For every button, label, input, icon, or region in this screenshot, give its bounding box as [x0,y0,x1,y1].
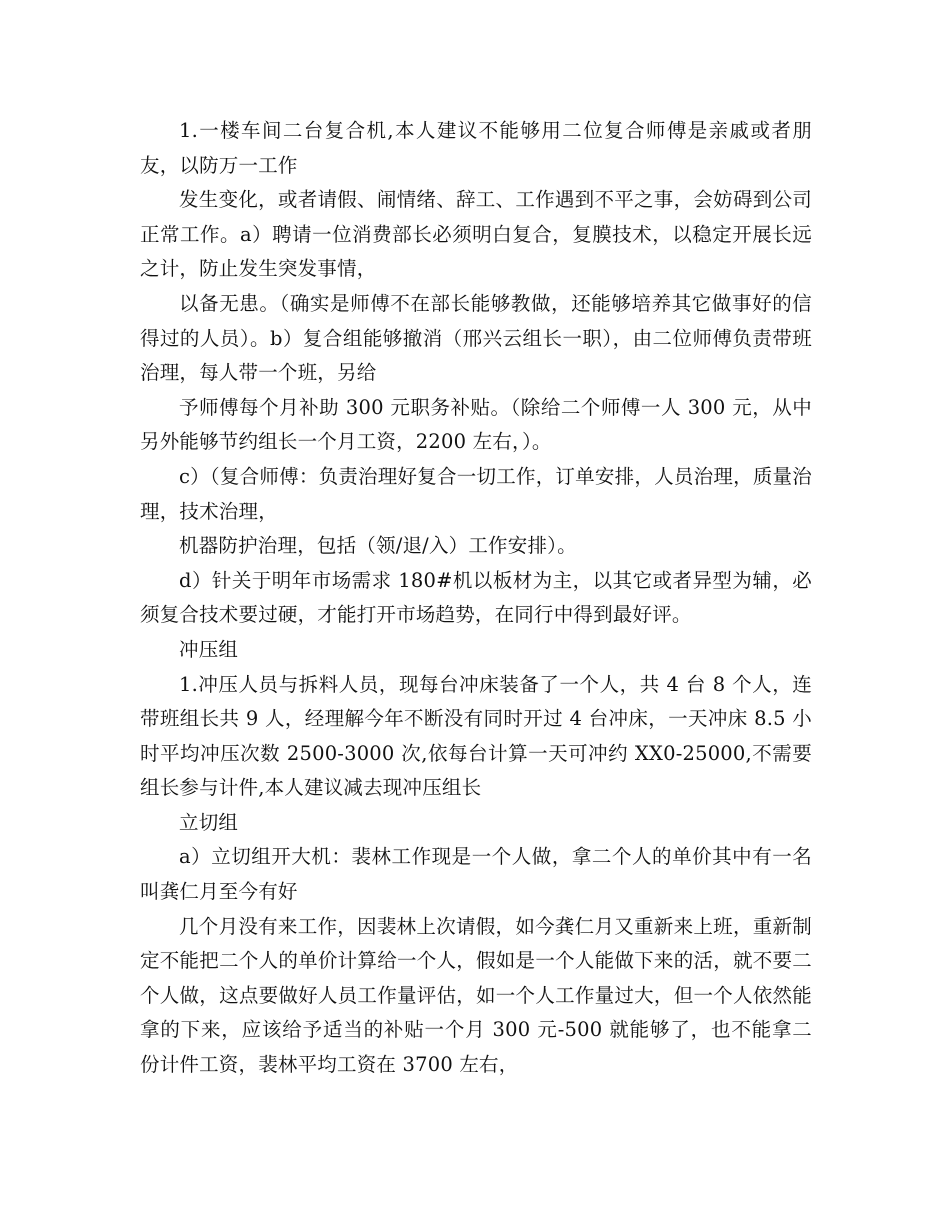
paragraph: c）（复合师傅：负责治理好复合一切工作，订单安排，人员治理，质量治理，技术治理， [140,464,812,523]
paragraph: 予师傅每个月补助 300 元职务补贴。（除给二个师傅一人 300 元，从中另外能够节约组长一个月工资，2200 左右，）。 [140,395,812,454]
paragraph: 几个月没有来工作，因裴林上次请假，如今龚仁月又重新来上班，重新制定不能把二个人的单价计算给一个人，假如是一个人能做下来的活，就不要二个人做，这点要做好人员工作量评估，如一个人工作量过大，但一个人依然能拿的下来，应该给予适当的补贴一个月 300 元-500 就能够了，也不能拿二份计件工资，裴林平均工资在 3700 左右， [140,914,812,1077]
paragraph: 1.冲压人员与拆料人员，现每台冲床装备了一个人，共 4 台 8 个人，连带班组长共 9 人，经理解今年不断没有同时开过 4 台冲床，一天冲床 8.5 小时平均冲压次数 2500-3000 次,依每台计算一天可冲约 XX0-25000,不需要组长参与计件,本人建议减去现冲压组长 [140,672,812,800]
paragraph: 以备无患。（确实是师傅不在部长能够教做，还能够培养其它做事好的信得过的人员）。b）复合组能够撤消（邢兴云组长一职），由二位师傅负责带班治理，每人带一个班，另给 [140,291,812,385]
paragraph: 机器防护治理，包括（领/退/入）工作安排）。 [179,534,577,558]
paragraph: 1.一楼车间二台复合机,本人建议不能够用二位复合师傅是亲戚或者朋友，以防万一工作 [140,119,812,177]
paragraph: d）针关于明年市场需求 180#机以板材为主，以其它或者异型为辅，必须复合技术要过硬，才能打开市场趋势，在同行中得到最好评。 [140,568,812,627]
section-heading: 冲压组 [179,637,239,661]
section-heading: 立切组 [179,810,239,834]
paragraph: 发生变化，或者请假、闹情绪、辞工、工作遇到不平之事，会妨碍到公司正常工作。a）聘请一位消费部长必须明白复合，复膜技术，以稳定开展长远之计，防止发生突发事情， [140,188,812,281]
paragraph: a）立切组开大机：裴林工作现是一个人做，拿二个人的单价其中有一名叫龚仁月至今有好 [140,845,812,904]
document-body [140,114,812,1083]
